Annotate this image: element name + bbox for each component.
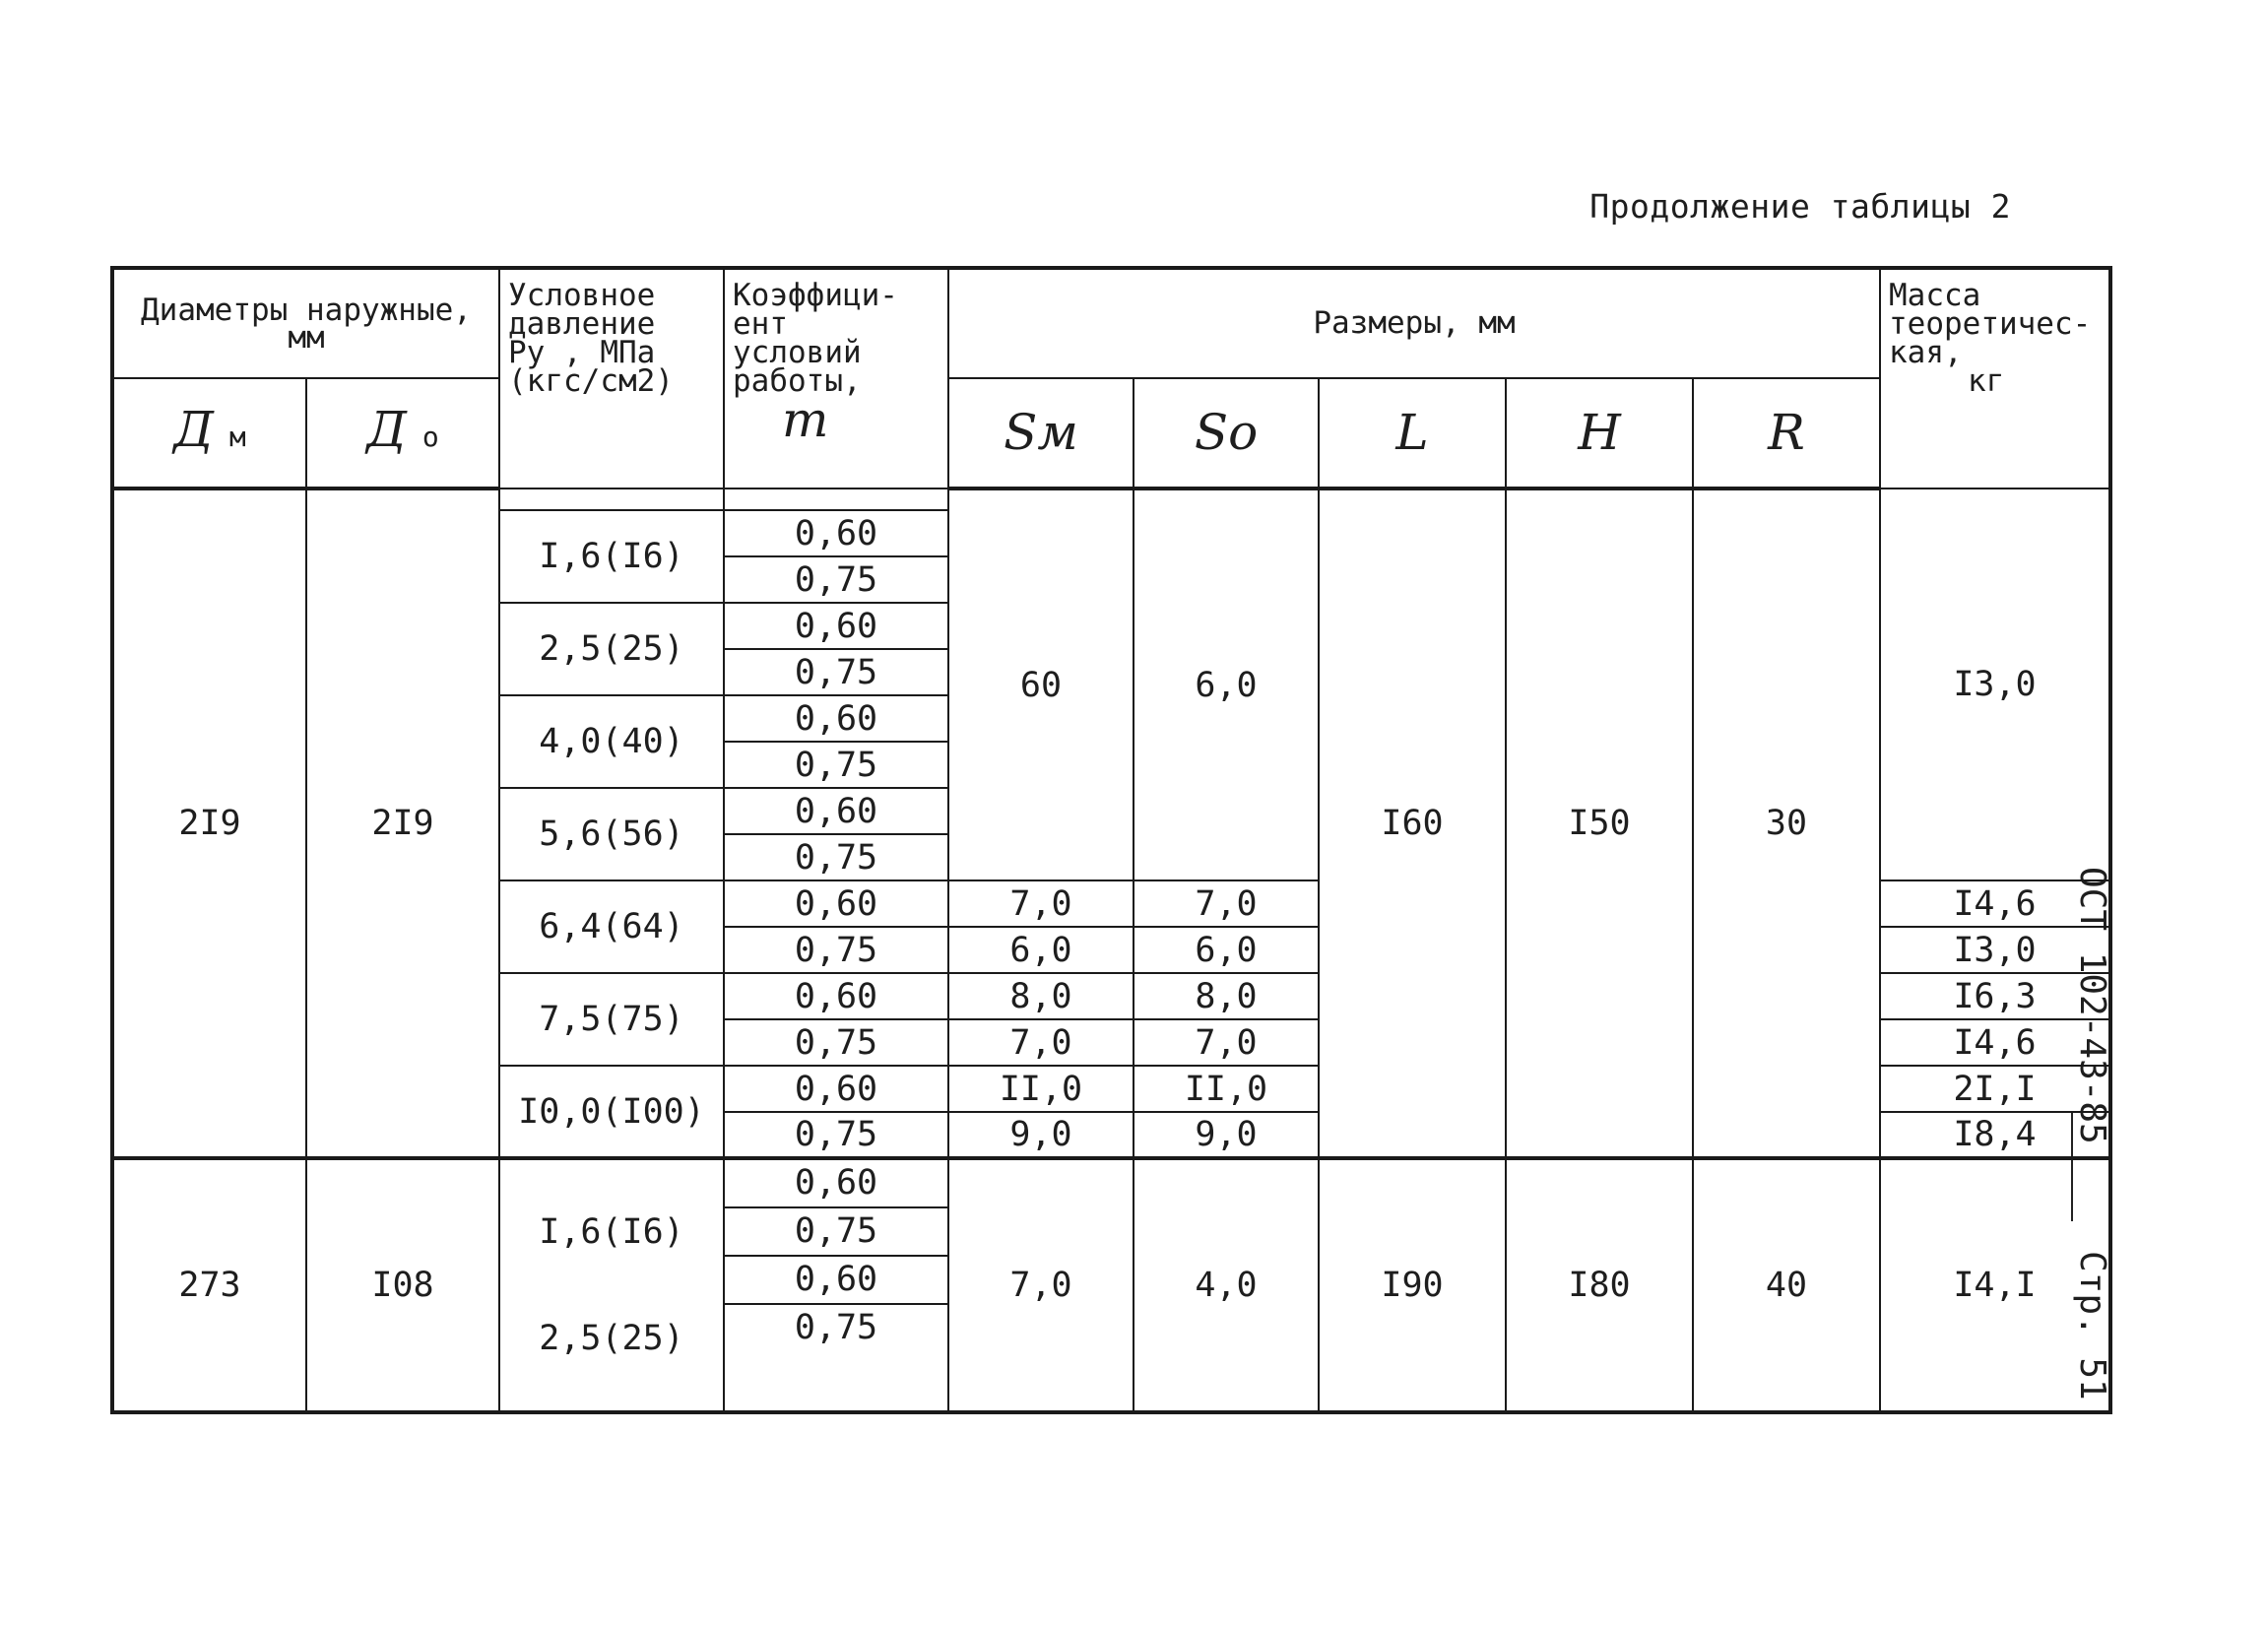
r-cell: 30: [1693, 489, 1880, 1158]
document-number: ОСТ 102-43-85: [2072, 867, 2112, 1144]
mass-cell: 2I,I: [1880, 1066, 2110, 1112]
table-caption: Продолжение таблицы 2: [1589, 187, 2011, 226]
coefficient-symbol: m: [782, 391, 829, 448]
sm-cell: II,0: [948, 1066, 1134, 1112]
pressure-value: I,6(I6): [539, 1212, 684, 1252]
mass-cell: I6,3: [1880, 973, 2110, 1019]
coefficient-cell: 0,75: [724, 927, 948, 973]
spacer-cell: [724, 489, 948, 510]
coefficient-cell: 0,75: [724, 649, 948, 695]
pressure-cell: 7,5(75): [499, 973, 724, 1066]
so-cell: 6,0: [1134, 489, 1319, 880]
header-pressure: Условное давление Ру , МПа (кгс/см2): [499, 268, 724, 489]
mass-cell: I4,I: [1880, 1158, 2110, 1412]
mass-cell: I3,0: [1880, 489, 2110, 880]
sm-cell: 9,0: [948, 1112, 1134, 1158]
sm-cell: 7,0: [948, 880, 1134, 927]
header-r: R: [1693, 378, 1880, 489]
so-cell: 7,0: [1134, 1019, 1319, 1066]
d-o-cell: 2I9: [306, 489, 499, 1158]
coefficient-cell: 0,60: [724, 603, 948, 649]
pressure-cell: I,6(I6): [499, 510, 724, 603]
h-cell: I80: [1506, 1158, 1693, 1412]
coefficient-cell: 0,60: [724, 510, 948, 556]
coefficient-cell: 0,60: [724, 973, 948, 1019]
header-s-o: Sо: [1134, 378, 1319, 489]
coefficient-cell: 0,60: [724, 880, 948, 927]
coefficient-cell: 0,60: [724, 788, 948, 834]
header-sizes: Размеры, мм: [948, 268, 1880, 378]
header-h: H: [1506, 378, 1693, 489]
pressure-cell: 4,0(40): [499, 695, 724, 788]
coefficient-cell: 0,75: [724, 1112, 948, 1158]
page-number: Стр. 51: [2072, 1251, 2112, 1401]
specification-table: [110, 266, 2112, 1414]
mass-cell: I8,4: [1880, 1112, 2110, 1158]
l-cell: I60: [1319, 489, 1506, 1158]
pressure-cell: I0,0(I00): [499, 1066, 724, 1158]
r-cell: 40: [1693, 1158, 1880, 1412]
header-mass: Масса теоретичес- кая, кг: [1880, 268, 2110, 489]
pressure-cell: 5,6(56): [499, 788, 724, 880]
coefficient-cell: 0,60: [724, 1066, 948, 1112]
d-o-cell: I08: [306, 1158, 499, 1412]
mass-cell: I4,6: [1880, 1019, 2110, 1066]
d-m-cell: 273: [112, 1158, 306, 1412]
so-cell: 8,0: [1134, 973, 1319, 1019]
pressure-cell: 2,5(25): [499, 603, 724, 695]
header-diameters: Диаметры наружные, мм: [112, 268, 499, 378]
sm-cell: 6,0: [948, 927, 1134, 973]
coefficient-value: 0,60: [725, 1257, 947, 1305]
header-coefficient: Коэффици- ент условий работы, m: [724, 268, 948, 489]
spacer-cell: [499, 489, 724, 510]
mass-cell: I4,6: [1880, 880, 2110, 927]
pressure-cell: [499, 1158, 724, 1412]
sm-cell: 7,0: [948, 1019, 1134, 1066]
sm-cell: 60: [948, 489, 1134, 880]
so-cell: 6,0: [1134, 927, 1319, 973]
header-s-m: Sм: [948, 378, 1134, 489]
pressure-cell: 6,4(64): [499, 880, 724, 973]
mass-cell: I3,0: [1880, 927, 2110, 973]
coefficient-cell: 0,60: [724, 695, 948, 742]
coefficient-cell: 0,75: [724, 834, 948, 880]
l-cell: I90: [1319, 1158, 1506, 1412]
table-body: [112, 489, 2110, 1412]
coefficient-value: 0,75: [725, 1208, 947, 1257]
sm-cell: 7,0: [948, 1158, 1134, 1412]
d-m-cell: 2I9: [112, 489, 306, 1158]
coefficient-value: 0,60: [725, 1160, 947, 1208]
header-d-o: Д о: [306, 378, 499, 489]
coefficient-cell: 0,75: [724, 1019, 948, 1066]
so-cell: II,0: [1134, 1066, 1319, 1112]
so-cell: 7,0: [1134, 880, 1319, 927]
coefficient-cell: 0,75: [724, 742, 948, 788]
sm-cell: 8,0: [948, 973, 1134, 1019]
pressure-value: 2,5(25): [539, 1319, 684, 1358]
coefficient-cell: [724, 1158, 948, 1412]
header-l: L: [1319, 378, 1506, 489]
coefficient-value: 0,75: [794, 1308, 878, 1347]
header-d-m: Д м: [112, 378, 306, 489]
h-cell: I50: [1506, 489, 1693, 1158]
coefficient-cell: 0,75: [724, 556, 948, 603]
so-cell: 4,0: [1134, 1158, 1319, 1412]
so-cell: 9,0: [1134, 1112, 1319, 1158]
